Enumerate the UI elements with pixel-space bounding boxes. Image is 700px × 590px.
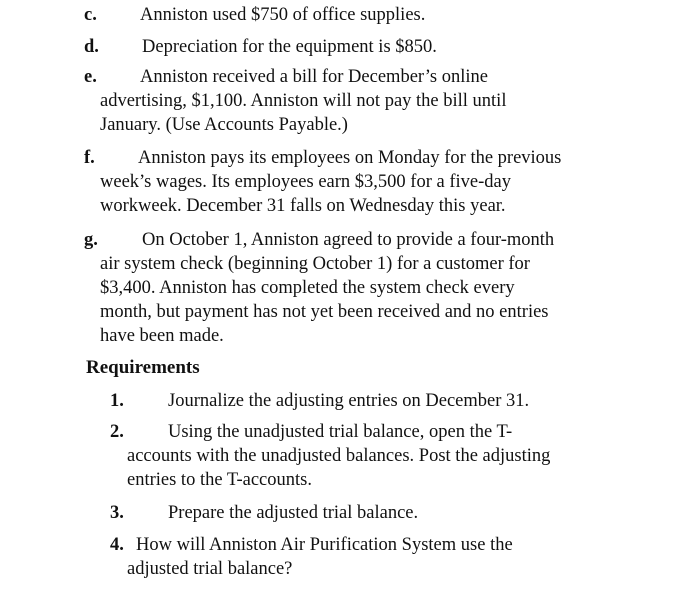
- item-text-line: air system check (beginning October 1) for a customer for: [100, 254, 530, 274]
- requirement-text-line: How will Anniston Air Purification System use the: [136, 535, 513, 555]
- requirement-text-line: adjusted trial balance?: [127, 559, 293, 579]
- item-text-line: Anniston pays its employees on Monday for the previous: [138, 148, 562, 168]
- item-text-line: workweek. December 31 falls on Wednesday this year.: [100, 196, 506, 216]
- requirement-number: 3.: [110, 503, 124, 523]
- requirement-text-line: Using the unadjusted trial balance, open the T-: [168, 422, 513, 442]
- item-text-line: Anniston used $750 of office supplies.: [140, 5, 426, 25]
- item-text-line: advertising, $1,100. Anniston will not pay the bill until: [100, 91, 507, 111]
- item-letter: f.: [84, 148, 95, 168]
- requirements-heading: Requirements: [86, 357, 200, 378]
- item-text-line: Anniston received a bill for December’s online: [140, 67, 488, 87]
- item-letter: c.: [84, 5, 97, 25]
- item-text-line: Depreciation for the equipment is $850.: [142, 37, 437, 57]
- item-text-line: month, but payment has not yet been received and no entries: [100, 302, 549, 322]
- item-text-line: have been made.: [100, 326, 224, 346]
- requirement-number: 4.: [110, 535, 124, 555]
- requirement-number: 1.: [110, 391, 124, 411]
- item-letter: g.: [84, 230, 98, 250]
- requirement-text-line: entries to the T-accounts.: [127, 470, 312, 490]
- item-letter: d.: [84, 37, 99, 57]
- requirement-number: 2.: [110, 422, 124, 442]
- item-text-line: On October 1, Anniston agreed to provide a four-month: [142, 230, 555, 250]
- item-text-line: January. (Use Accounts Payable.): [100, 115, 348, 135]
- item-letter: e.: [84, 67, 97, 87]
- item-text-line: $3,400. Anniston has completed the system check every: [100, 278, 515, 298]
- requirement-text-line: Prepare the adjusted trial balance.: [168, 503, 419, 523]
- requirement-text-line: accounts with the unadjusted balances. Post the adjusting: [127, 446, 551, 466]
- item-text-line: week’s wages. Its employees earn $3,500 for a five-day: [100, 172, 511, 192]
- requirement-text-line: Journalize the adjusting entries on December 31.: [168, 391, 530, 411]
